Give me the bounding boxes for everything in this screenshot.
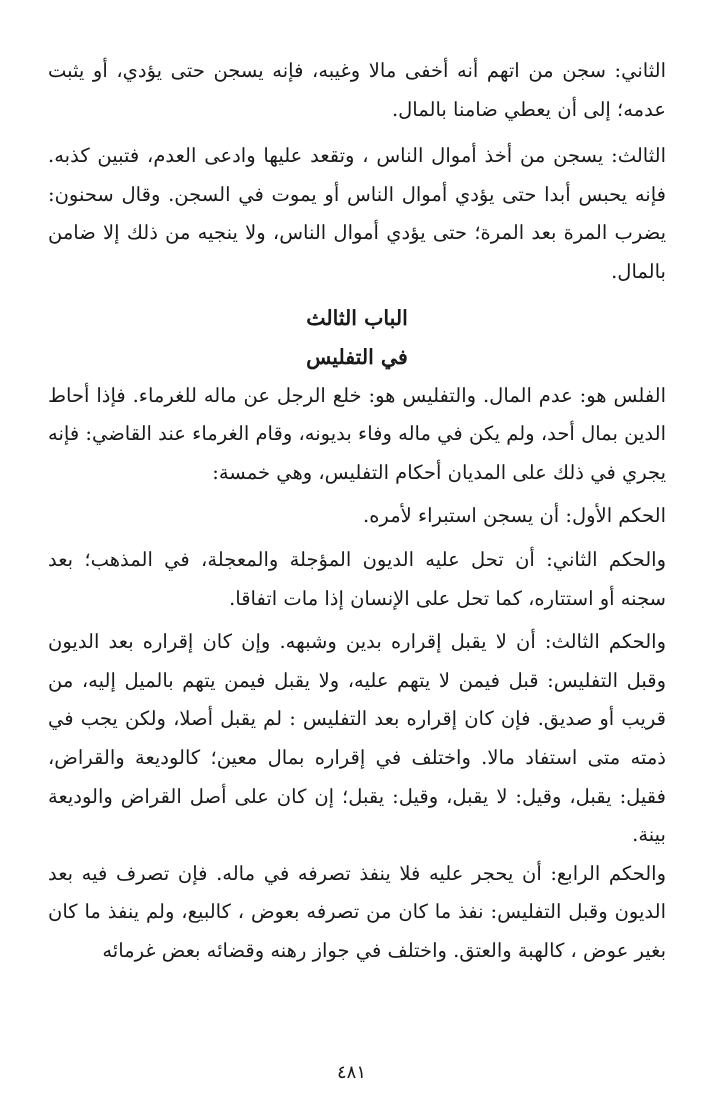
- chapter-subheading: في التفليس: [306, 344, 408, 369]
- paragraph-ruling-1: الحكم الأول: أن يسجن استبراء لأمره.: [363, 504, 666, 528]
- page-number: ٤٨١: [336, 1062, 366, 1083]
- paragraph-ruling-4: والحكم الرابع: أن يحجر عليه فلا ينفذ تصرفه في ماله. فإن تصرف فيه بعد الديون وقبل التفليس: نفذ ما كان من تصرفه بعوض ، كالبيع، ولم ينفذ ما كان بغير عوض ، كالهبة والعتق. واختلف في جواز رهنه وقضائه بعض غرمائه: [48, 861, 666, 962]
- page-text-block: [48, 52, 666, 970]
- paragraph-definition: الفلس هو: عدم المال. والتفليس هو: خلع الرجل عن ماله للغرماء. فإذا أحاط الدين بمال أحد، ولم يكن في ماله وفاء بديونه، وقام الغرماء عند القاضي: فإنه يجري في ذلك على المديان أحكام التفليس، وهي خمسة:: [48, 383, 666, 484]
- paragraph-third-case: الثالث: يسجن من أخذ أموال الناس ، وتقعد عليها وادعى العدم، فتبين كذبه. فإنه يحبس أبدا حتى يؤدي أموال الناس أو يموت في السجن. وقال سحنون: يضرب المرة بعد المرة؛ حتى يؤدي أموال الناس، ولا ينجيه من ذلك إلا ضامن بالمال.: [48, 144, 666, 283]
- paragraph-ruling-2: والحكم الثاني: أن تحل عليه الديون المؤجلة والمعجلة، في المذهب؛ بعد سجنه أو استتاره، كما تحل على الإنسان إذا مات اتفاقا.: [48, 547, 666, 610]
- paragraph-ruling-3: والحكم الثالث: أن لا يقبل إقراره بدين وشبهه. وإن كان إقراره بعد الديون وقبل التفليس: قبل فيمن لا يتهم عليه، ولا يقبل فيمن يتهم بالميل إليه، من قريب أو صديق. فإن كان إقراره بعد التفليس : لم يقبل أصلا، ولكن يجب في ذمته متى استفاد مالا. واختلف في إقراره بمال معين؛ كالوديعة والقراض، فقيل: يقبل، وقيل: لا يقبل، وقيل: يقبل؛ إن كان على أصل القراض والوديعة بينة.: [48, 630, 666, 847]
- chapter-heading: الباب الثالث: [306, 305, 408, 330]
- paragraph-second-case: الثاني: سجن من اتهم أنه أخفى مالا وغيبه، فإنه يسجن حتى يؤدي، أو يثبت عدمه؛ إلى أن يعطي ضامنا بالمال.: [48, 59, 666, 121]
